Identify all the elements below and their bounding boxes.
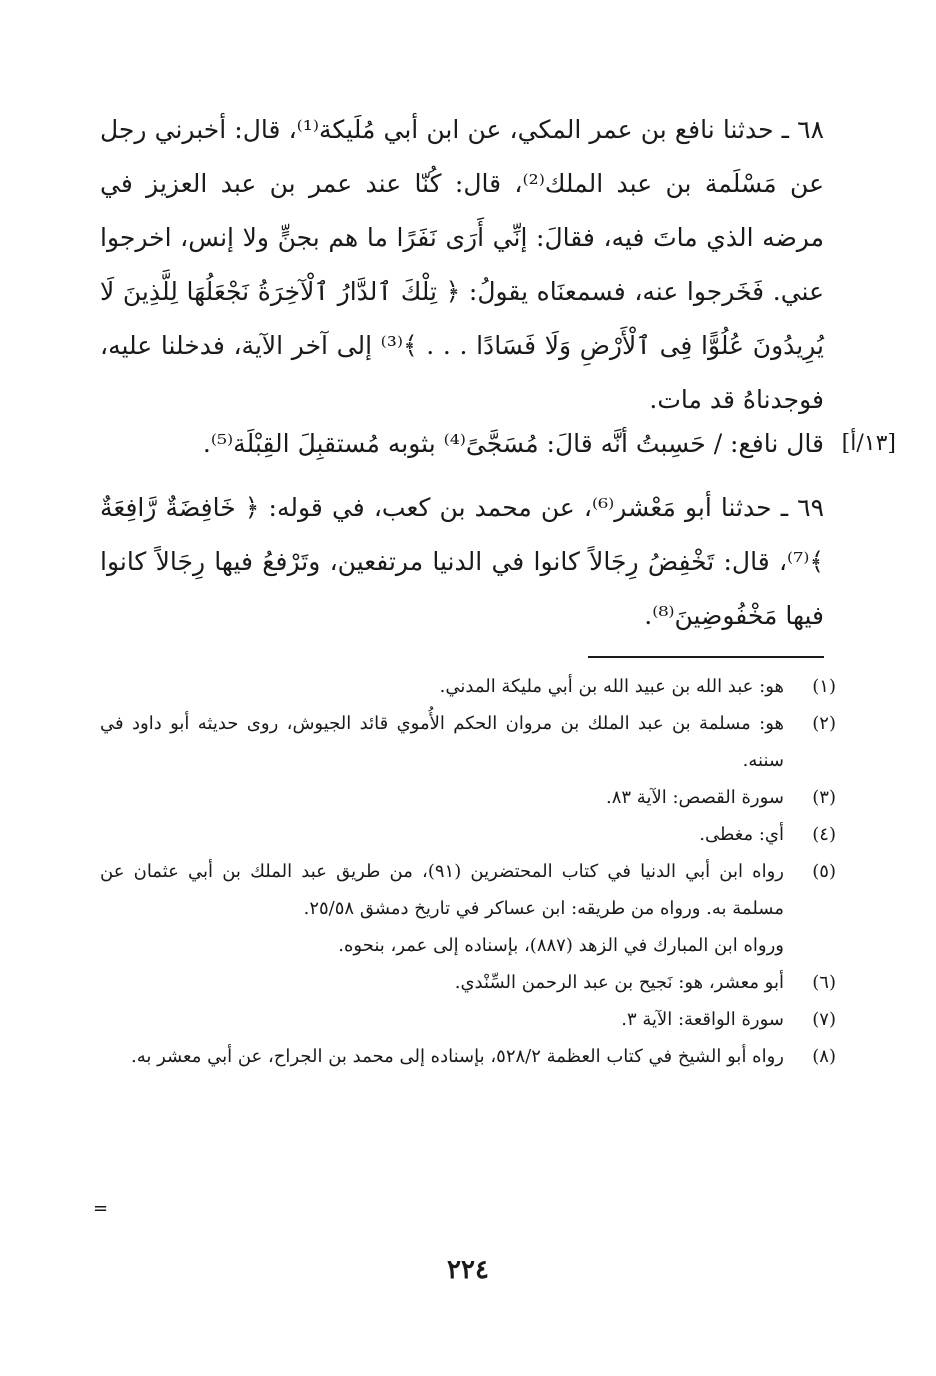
footnote-separator-line (588, 656, 824, 658)
footnote-text: رواه أبو الشيخ في كتاب العظمة ٥٢٨/٢، بإسناده إلى محمد بن الجراح، عن أبي معشر به. (130, 1046, 784, 1067)
footnote-text: أي: مغطى. (699, 824, 784, 845)
paragraph-68: ٦٨ ـ حدثنا نافع بن عمر المكي، عن ابن أبي مُلَيكة⁽¹⁾، قال: أخبرني رجل عن مَسْلَمة بن عبد الملك⁽²⁾، قال: كُنّا عند عمر بن عبد العزيز في مرضه الذي ماتَ فيه، فقالَ: إنِّي أَرَى نَفَرًا ما هم بجنٍّ ولا إنس، اخرجوا عني. فَخَرجوا عنه، فسمعنَاه يقولُ: ﴿ تِلْكَ ٱلدَّارُ ٱلْآخِرَةُ نَجْعَلُهَا لِلَّذِينَ لَا يُرِيدُونَ عُلُوًّا فِى ٱلْأَرْضِ وَلَا فَسَادًا . . . ﴾⁽³⁾ إلى آخر الآية، فدخلنا عليه، فوجدناهُ قد مات. (100, 115, 825, 414)
footnote-text: هو: مسلمة بن عبد الملك بن مروان الحكم الأُموي قائد الجيوش، روى حديثه أبو داود في سننه. (100, 713, 784, 771)
footnote-text: سورة القصص: الآية ٨٣. (606, 787, 784, 808)
footnote-number: (٢) (812, 713, 836, 734)
footnote-text: رواه ابن أبي الدنيا في كتاب المحتضرين (٩١)، من طريق عبد الملك بن أبي عثمان عن مسلمة به. ورواه من طريقه: ابن عساكر في تاريخ دمشق ٢٥/٥٨. (100, 861, 784, 919)
footnote-3 (100, 779, 836, 816)
footnote-5-continuation: ورواه ابن المبارك في الزهد (٨٨٧)، بإسناده إلى عمر، بنحوه. (338, 935, 784, 956)
paragraph-69: ٦٩ ـ حدثنا أبو مَعْشر⁽⁶⁾، عن محمد بن كعب، في قوله: ﴿ خَافِضَةٌ رَّافِعَةٌ ﴾⁽⁷⁾، قال: تَخْفِضُ رِجَالاً كانوا في الدنيا مرتفعين، وتَرْفعُ فيها رِجَالاً كانوا فيها مَخْفُوضِينَ⁽⁸⁾. (100, 493, 824, 630)
page-number: ٢٢٤ (447, 1255, 489, 1285)
footnote-7 (100, 1001, 836, 1038)
footnote-1 (100, 668, 836, 705)
footnote-number: (٤) (812, 824, 836, 845)
footnotes-section (100, 668, 836, 1075)
footnote-6 (100, 964, 836, 1001)
footnote-2 (100, 705, 836, 779)
footnote-number: (٥) (812, 861, 836, 882)
nafi-quote-paragraph: قال نافع: / حَسِبتُ أنَّه قالَ: مُسَجَّىً⁽⁴⁾ بثوبه مُستقبِلَ القِبْلَة⁽⁵⁾. (202, 429, 824, 458)
footnote-text: سورة الواقعة: الآية ٣. (621, 1009, 784, 1030)
manuscript-folio-reference: [١٣/أ] (841, 431, 896, 456)
footnote-8 (100, 1038, 836, 1075)
footnote-number: (٧) (812, 1009, 836, 1030)
footnote-number: (٦) (812, 972, 836, 993)
footnote-text: أبو معشر، هو: نَجيح بن عبد الرحمن السِّنْدي. (454, 972, 784, 993)
footnote-number: (١) (812, 676, 836, 697)
continuation-mark: = (93, 1198, 109, 1219)
footnote-text: هو: عبد الله بن عبيد الله بن أبي مليكة المدني. (439, 676, 784, 697)
footnote-number: (٨) (812, 1046, 836, 1067)
footnote-4 (100, 816, 836, 853)
footnote-5 (100, 853, 836, 927)
footnote-number: (٣) (812, 787, 836, 808)
